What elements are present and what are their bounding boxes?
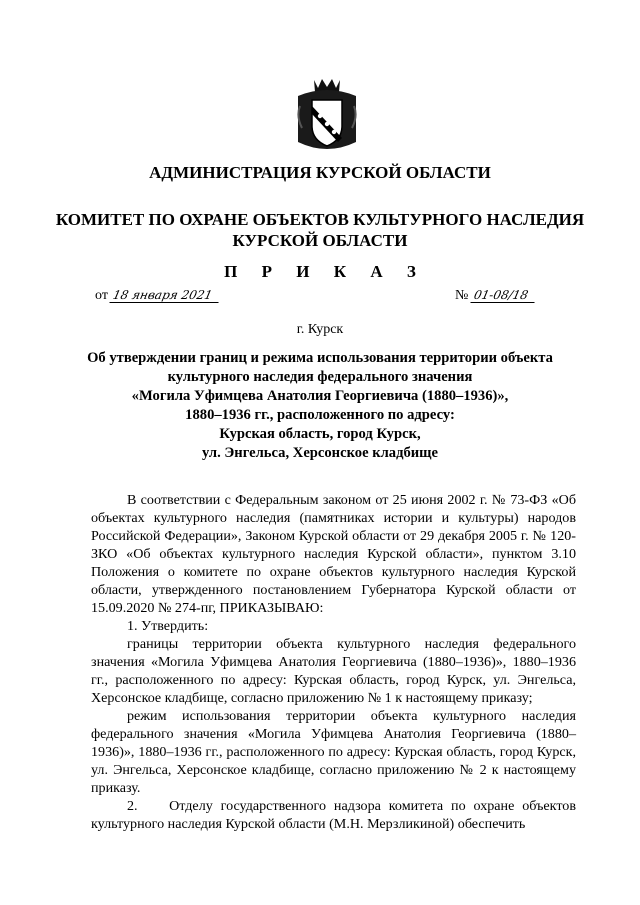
handwritten-number: 01-08/18 — [470, 288, 537, 303]
body-paragraph-item-2: 2. Отделу государственного надзора комитета по охране объектов культурного наследия Курской области (М.Н. Мерзликиной) обеспечить — [91, 798, 580, 832]
body-paragraph-regime: режим использования территории объекта культурного наследия федерального значения «Могила Уфимцева Анатолия Георгиевича (1880–1936)», 1880–1936 гг., расположенного по адресу: Курская область, город Курск, ул. Энгельса, Херсонское кладбище, согласно приложению № 2 к настоящему приказу. — [91, 708, 576, 796]
committee-title-line: КУРСКОЙ ОБЛАСТИ — [232, 231, 408, 250]
subject-line: Об утверждении границ и режима использования территории объекта — [87, 350, 553, 366]
subject-line: ул. Энгельса, Херсонское кладбище — [201, 445, 438, 461]
order-subject — [0, 349, 640, 463]
body-paragraph-boundaries: границы территории объекта культурного наследия федерального значения «Могила Уфимцева Анатолия Георгиевича (1880–1936)», 1880–1936 гг., расположенного по адресу: Курская область, город Курск, ул. Энгельса, Херсонское кладбище, согласно приложению № 1 к настоящему приказу; — [91, 636, 576, 706]
order-number — [455, 288, 536, 304]
number-prefix: № — [455, 288, 469, 303]
subject-line: культурного наследия федерального значения — [167, 369, 473, 385]
handwritten-date: 18 января 2021 — [110, 288, 222, 303]
subject-line: Курская область, город Курск, — [219, 426, 421, 442]
document-type: П Р И К А З — [224, 262, 426, 281]
order-body — [91, 491, 580, 833]
date-prefix: от — [95, 288, 108, 303]
committee-title — [0, 209, 640, 251]
city-line: г. Курск — [296, 322, 344, 337]
body-paragraph-preamble: В соответствии с Федеральным законом от 25 июня 2002 г. № 73-ФЗ «Об объектах культурного наследия (памятниках истории и культуры) народов Российской Федерации», Законом Курской области от 29 декабря 2005 г. № 120-ЗКО «Об объектах культурного наследия Курской области», пунктом 3.10 Положения о комитете по охране объектов культурного наследия Курской области, утвержденного постановлением Губернатора Курской области от 15.09.2020 № 274-пг, ПРИКАЗЫВАЮ: — [91, 492, 576, 616]
subject-line: «Могила Уфимцева Анатолия Георгиевича (1880–1936)», — [131, 388, 509, 404]
kursk-oblast-coat-of-arms-icon — [294, 76, 360, 154]
organization-title: АДМИНИСТРАЦИЯ КУРСКОЙ ОБЛАСТИ — [149, 163, 491, 182]
body-paragraph-item-1: 1. Утвердить: — [127, 618, 209, 634]
order-date — [95, 288, 221, 304]
committee-title-line: КОМИТЕТ ПО ОХРАНЕ ОБЪЕКТОВ КУЛЬТУРНОГО НАСЛЕДИЯ — [55, 210, 585, 229]
subject-line: 1880–1936 гг., расположенного по адресу: — [185, 407, 455, 423]
